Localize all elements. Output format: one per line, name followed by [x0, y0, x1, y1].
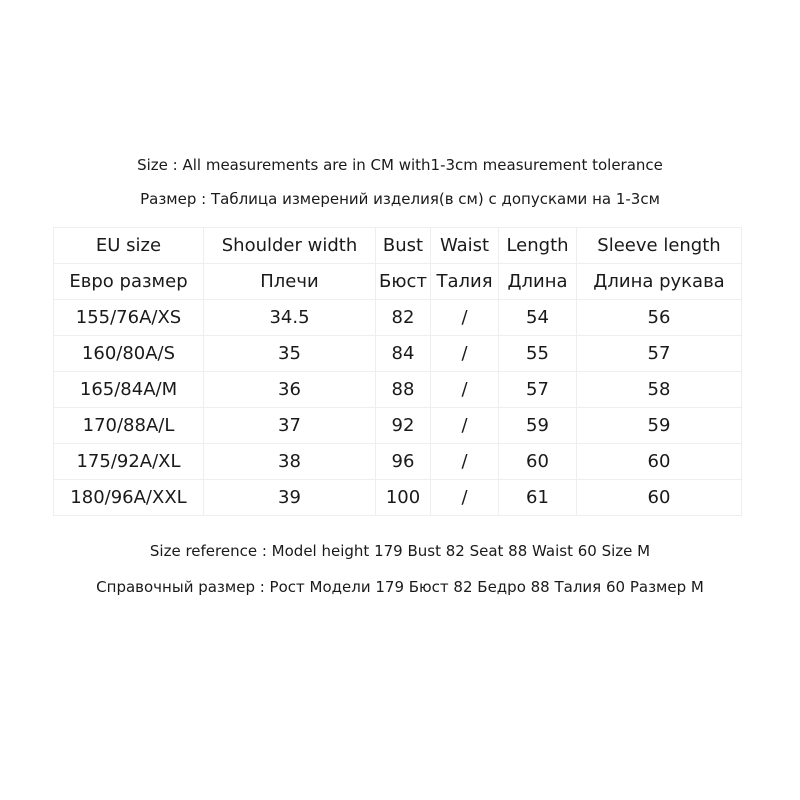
table-cell: 96 [376, 444, 431, 480]
table-cell: 160/80A/S [54, 336, 204, 372]
table-cell: 170/88A/L [54, 408, 204, 444]
table-cell: / [431, 300, 499, 336]
table-cell: 59 [577, 408, 742, 444]
table-cell: 92 [376, 408, 431, 444]
table-cell: 61 [499, 480, 577, 516]
header-row-ru [54, 264, 742, 300]
header-cell: Shoulder width [204, 228, 376, 264]
header-cell: Длина [499, 264, 577, 300]
table-cell: 38 [204, 444, 376, 480]
table-cell: 60 [499, 444, 577, 480]
table-row [54, 300, 742, 336]
table-cell: 57 [499, 372, 577, 408]
header-cell: Плечи [204, 264, 376, 300]
header-row-en [54, 228, 742, 264]
table-cell: 180/96A/XXL [54, 480, 204, 516]
header-cell: Талия [431, 264, 499, 300]
table-cell: / [431, 444, 499, 480]
table-row [54, 408, 742, 444]
header-cell: Waist [431, 228, 499, 264]
table-row [54, 336, 742, 372]
table-cell: 55 [499, 336, 577, 372]
table-cell: 36 [204, 372, 376, 408]
table-cell: 100 [376, 480, 431, 516]
size-chart-table [53, 227, 742, 516]
table-cell: 35 [204, 336, 376, 372]
size-reference-en: Size reference : Model height 179 Bust 82 Seat 88 Waist 60 Size M [149, 542, 651, 560]
tolerance-note-ru: Размер : Таблица измерений изделия(в см) с допусками на 1-3см [140, 190, 660, 208]
header-cell: Sleeve length [577, 228, 742, 264]
table-cell: 165/84A/M [54, 372, 204, 408]
header-cell: Bust [376, 228, 431, 264]
header-cell: Бюст [376, 264, 431, 300]
table-cell: 60 [577, 444, 742, 480]
table-cell: / [431, 480, 499, 516]
table-cell: 57 [577, 336, 742, 372]
header-cell: Длина рукава [577, 264, 742, 300]
table-cell: 88 [376, 372, 431, 408]
table-cell: / [431, 408, 499, 444]
table-row [54, 372, 742, 408]
table-cell: 155/76A/XS [54, 300, 204, 336]
table-cell: 37 [204, 408, 376, 444]
table-cell: 60 [577, 480, 742, 516]
table-cell: 175/92A/XL [54, 444, 204, 480]
table-cell: 34.5 [204, 300, 376, 336]
header-cell: Евро размер [54, 264, 204, 300]
table-cell: / [431, 372, 499, 408]
header-cell: EU size [54, 228, 204, 264]
table-cell: 54 [499, 300, 577, 336]
table-cell: 59 [499, 408, 577, 444]
table-row [54, 444, 742, 480]
tolerance-note-en: Size : All measurements are in CM with1-3cm measurement tolerance [137, 156, 663, 174]
table-cell: 82 [376, 300, 431, 336]
size-reference-ru: Справочный размер : Рост Модели 179 Бюст 82 Бедро 88 Талия 60 Размер M [96, 578, 704, 596]
table-cell: 56 [577, 300, 742, 336]
table-cell: 58 [577, 372, 742, 408]
table-row [54, 480, 742, 516]
table-cell: / [431, 336, 499, 372]
table-cell: 39 [204, 480, 376, 516]
header-cell: Length [499, 228, 577, 264]
table-cell: 84 [376, 336, 431, 372]
